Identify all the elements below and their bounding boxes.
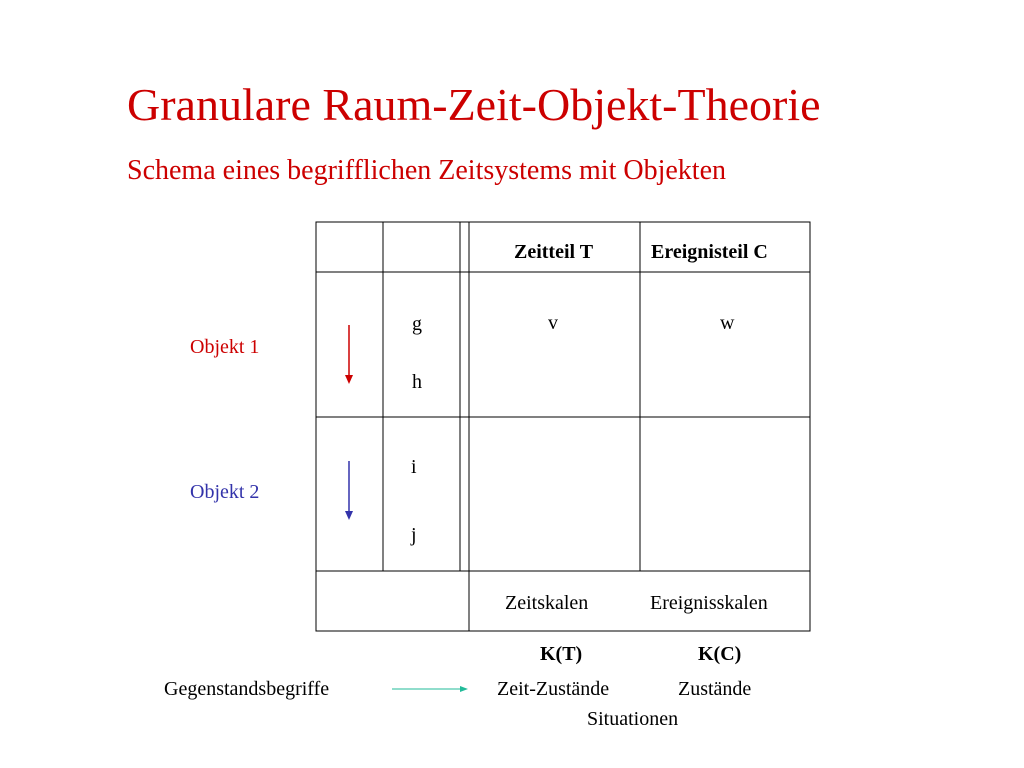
label-zeit-zustaende: Zeit-Zustände [497,678,610,700]
object1-label: Objekt 1 [190,336,260,358]
object2-arrow-head [345,511,353,520]
cell-h: h [412,371,422,393]
cell-v: v [548,312,558,334]
cell-g: g [412,313,422,335]
gegenstand-arrow-head [460,686,468,692]
label-zustaende: Zustände [678,678,752,700]
label-situationen: Situationen [587,708,679,730]
label-gegenstandsbegriffe: Gegenstandsbegriffe [164,678,330,700]
label-kc: K(C) [698,643,742,665]
header-zeitteil: Zeitteil T [514,241,594,263]
cell-ereignisskalen: Ereignisskalen [650,592,768,614]
label-kt: K(T) [540,643,583,665]
cell-zeitskalen: Zeitskalen [505,592,589,614]
cell-i: i [411,456,417,478]
object1-arrow-head [345,375,353,384]
slide-title: Granulare Raum-Zeit-Objekt-Theorie [127,79,821,130]
slide-subtitle: Schema eines begrifflichen Zeitsystems mit Objekten [127,155,726,186]
cell-w: w [720,312,735,334]
header-ereignisteil: Ereignisteil C [651,241,768,263]
table-frame [316,222,810,631]
object2-label: Objekt 2 [190,481,260,503]
cell-j: j [411,524,417,546]
